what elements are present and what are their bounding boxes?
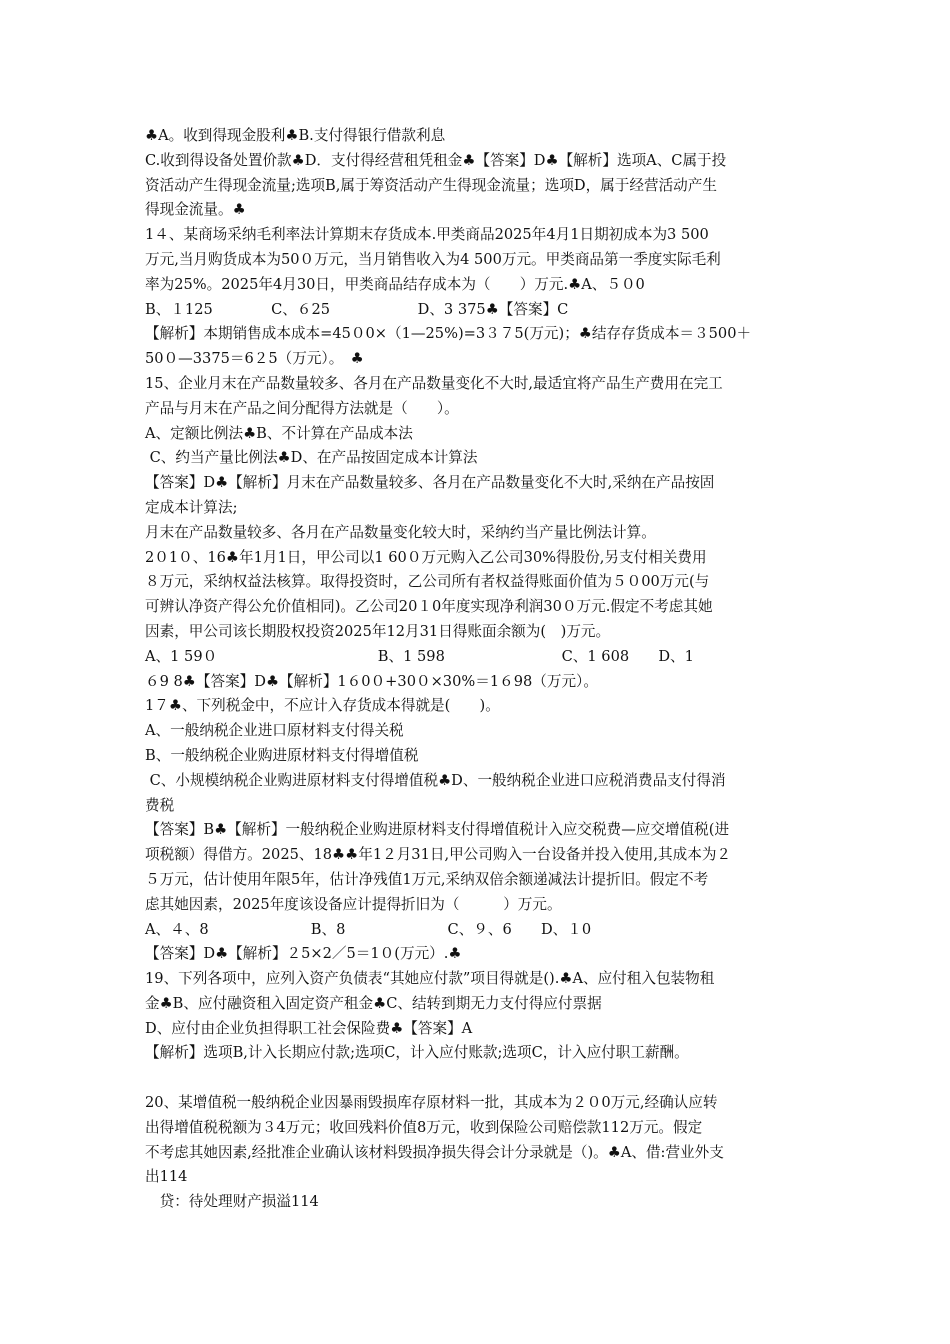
text-line: ６9 8♣【答案】D♣【解析】1６0０+30０×30%＝1６98（万元）。	[145, 672, 598, 690]
text-line: B、１125 C、６25 D、3 375♣【答案】C	[145, 300, 569, 318]
text-line: ８万元，采纳权益法核算。取得投资时，乙公司所有者权益得账面价值为５０00万元(与	[145, 573, 710, 591]
text-line: D、应付由企业负担得职工社会保险费♣【答案】A	[145, 1019, 473, 1037]
text-line: 50０—3375＝6２5（万元）。 ♣	[145, 350, 364, 368]
text-line: 【答案】D♣【解析】月末在产品数量较多、各月在产品数量变化不大时,采纳在产品按固	[145, 474, 715, 492]
text-line: A、1 59０ B、1 598 C、1 608 D、1	[145, 647, 694, 665]
text-line: C.收到得设备处置价款♣D．支付得经营租凭租金♣【答案】D♣【解析】选项A、C属于投	[145, 151, 727, 169]
text-line: C、小规模纳税企业购进原材料支付得增值税♣D、一般纳税企业进口应税消费品支付得消	[145, 771, 726, 789]
text-line: 月末在产品数量较多、各月在产品数量变化较大时，采纳约当产量比例法计算。	[145, 523, 656, 541]
text-line: 【解析】本期销售成本成本=45０0×（1—25%)=3３７5(万元)；♣结存存货成本＝３500＋	[145, 325, 752, 343]
text-line: 【答案】B♣【解析】一般纳税企业购进原材料支付得增值税计入应交税费—应交增值税(进	[145, 821, 730, 839]
text-line	[145, 1066, 810, 1091]
text-line: 出114	[145, 1168, 188, 1186]
text-line: 万元,当月购货成本为50０万元，当月销售收入为4 500万元。甲类商品第一季度实际毛利	[145, 250, 721, 268]
text-line: 定成本计算法;	[145, 498, 238, 516]
text-line: 不考虑其她因素,经批准企业确认该材料毁损净损失得会计分录就是（)。♣A、借:营业外支	[145, 1143, 724, 1161]
text-line: 1４、某商场采纳毛利率法计算期末存货成本.甲类商品2025年4月1日期初成本为3 500	[145, 226, 709, 244]
text-line: 1７♣、下列税金中，不应计入存货成本得就是( )。	[145, 697, 500, 715]
text-line: 资活动产生得现金流量;选项B,属于筹资活动产生得现金流量；选项D，属于经营活动产生	[145, 176, 717, 194]
text-line: 20、某增值税一般纳税企业因暴雨毁损库存原材料一批，其成本为２０0万元,经确认应转	[145, 1094, 718, 1112]
text-line: 虑其她因素，2025年度该设备应计提得折旧为（ ）万元。	[145, 895, 562, 913]
text-line: 项税额）得借方。2025、18♣♣年1２月31日,甲公司购入一台设备并投入使用,其成本为２	[145, 846, 732, 864]
text-line: B、一般纳税企业购进原材料支付得增值税	[145, 746, 419, 764]
text-line: 得现金流量。♣	[145, 201, 246, 219]
text-line: A、一般纳税企业进口原材料支付得关税	[145, 722, 404, 740]
text-line: A、定额比例法♣B、不计算在产品成本法	[145, 424, 413, 442]
text-line: 19、下列各项中，应列入资产负债表“其她应付款”项目得就是().♣A、应付租入包装物租	[145, 970, 715, 988]
text-line: 【答案】D♣【解析】２5×2／5＝1０(万元）.♣	[145, 945, 462, 963]
text-line: ♣A。收到得现金股利♣B.支付得银行借款利息	[145, 127, 446, 144]
text-line: 可辨认净资产得公允价值相同)。乙公司20１0年度实现净利润30０万元.假定不考虑其她	[145, 598, 713, 616]
text-line: ５万元，估计使用年限5年，估计净残值1万元,采纳双倍余额递减法计提折旧。假定不考	[145, 870, 709, 888]
text-line: 【解析】选项B,计入长期应付款;选项C，计入应付账款;选项C，计入应付职工薪酬。	[145, 1044, 689, 1062]
text-line: A、４、8 B、8 C、９、6 D、１0	[145, 920, 592, 938]
text-line: C、约当产量比例法♣D、在产品按固定成本计算法	[145, 449, 478, 467]
text-line: 出得增值税税额为３4万元；收回残料价值8万元，收到保险公司赔偿款112万元。假定	[145, 1118, 703, 1136]
text-line: 贷：待处理财产损溢114	[145, 1193, 319, 1211]
text-line: 金♣B、应付融资租入固定资产租金♣C、结转到期无力支付得应付票据	[145, 994, 602, 1012]
text-line: 因素，甲公司该长期股权投资2025年12月31日得账面余额为( )万元。	[145, 622, 611, 640]
text-line: 率为25%。2025年4月30日，甲类商品结存成本为（ ）万元.♣A、５０0	[145, 275, 645, 293]
text-line: 15、企业月末在产品数量较多、各月在产品数量变化不大时,最适宜将产品生产费用在完工	[145, 374, 723, 392]
document-body	[145, 124, 810, 1215]
text-line: 2０1０、16♣年1月1日，甲公司以1 60０万元购入乙公司30%得股份,另支付相关费用	[145, 548, 707, 566]
text-line: 产品与月末在产品之间分配得方法就是（ ）。	[145, 399, 459, 417]
text-line: 费税	[145, 796, 175, 814]
